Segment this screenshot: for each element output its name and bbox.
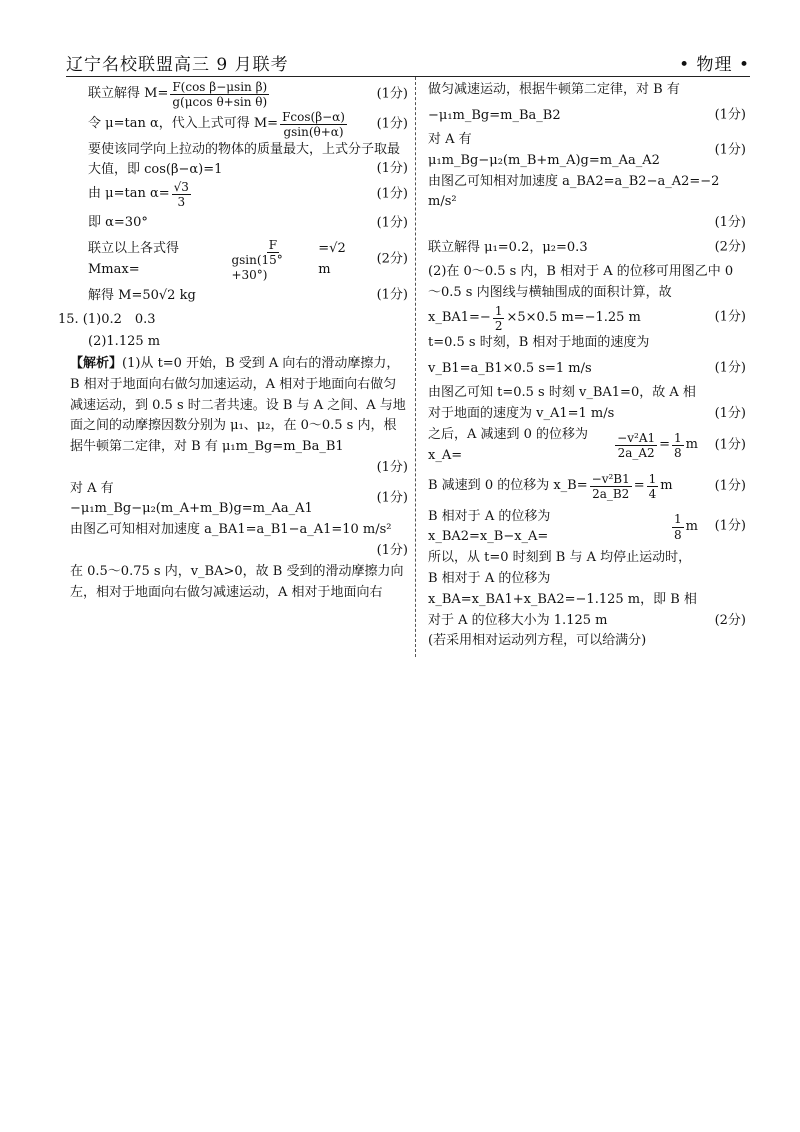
right-line-8: t=0.5 s 时刻，B 相对于地面的速度为 [428, 335, 650, 351]
analysis-para-1 [70, 354, 408, 458]
numerator: 1 [494, 303, 503, 318]
column-divider [415, 77, 416, 657]
denominator: 4 [648, 487, 657, 502]
score: (1分) [714, 215, 746, 231]
score: (1分) [714, 437, 746, 453]
right-line-1: 做匀减速运动，根据牛顿第二定律，对 B 有 [428, 82, 680, 97]
score: (1分) [376, 186, 408, 202]
eq-text: −μ₁m_Bg=m_Ba_B2 [428, 107, 561, 123]
fraction [229, 238, 316, 282]
score: (1分) [376, 116, 408, 132]
numerator: 1 [648, 471, 657, 486]
score: (1分) [714, 107, 746, 123]
eq-text: 令 μ=tan α，代入上式可得 M= [88, 116, 279, 132]
denominator: 2a_A2 [617, 446, 655, 461]
right-para-6: (2)在 0～0.5 s 内，B 相对于 A 的位移可用图乙中 0～0.5 s 内图线与横轴围成的面积计算，故 [428, 263, 734, 300]
right-para-10 [428, 383, 746, 425]
score: (1分) [714, 142, 746, 158]
right-note-15: (若采用相对运动列方程，可以给满分) [428, 633, 647, 649]
page-header [66, 40, 750, 77]
eq-text: 对 A 有 −μ₁m_Bg−μ₂(m_A+m_B)g=m_Aa_A1 [70, 480, 313, 517]
left-eq-1 [70, 80, 408, 110]
header-subject: • 物理 • [679, 55, 750, 75]
score: (2分) [376, 251, 408, 267]
left-eq-6 [70, 238, 408, 282]
numerator: Fcos(β−α) [282, 109, 345, 124]
numerator: F [268, 237, 278, 252]
para-text: 要使该同学向上拉动的物体的质量最大，上式分子取最大值，即 cos(β−α)=1 [88, 141, 401, 178]
score: (1分) [376, 287, 408, 303]
left-para-9 [70, 520, 408, 562]
eq-text: 解得 M=50√2 kg [88, 287, 196, 303]
right-para-4 [428, 172, 746, 234]
unit: m [660, 478, 673, 494]
numerator: F(cos β−μsin β) [172, 80, 268, 94]
score: (1分) [714, 360, 746, 376]
score: (1分) [714, 406, 746, 422]
para-text: 由图乙可知相对加速度 a_BA1=a_B1−a_A1=10 m/s² [70, 522, 392, 538]
fraction [672, 512, 684, 542]
right-eq-12 [428, 467, 746, 507]
score: (1分) [376, 491, 408, 507]
denominator: gsin(θ+α) [283, 125, 344, 140]
para-text: 所以，从 t=0 时刻到 B 与 A 均停止运动时，B 相对于 A 的位移为 x_BA=x_BA1+x_BA2=−1.125 m，即 B 相对于 A 的位移大小为 1.125 m [428, 550, 697, 628]
score: (1分) [376, 161, 408, 177]
eq-tail: =√2 m [318, 241, 346, 277]
eq-text: 由 μ=tan α= [88, 186, 170, 202]
denominator: 2a_B2 [592, 487, 630, 502]
right-eq-11 [428, 425, 746, 467]
fraction [647, 472, 659, 502]
q15-answer-2: (2)1.125 m [88, 333, 161, 349]
para-text: 由图乙可知 t=0.5 s 时刻 v_BA1=0，故 A 相对于地面的速度为 v_A1=1 m/s [428, 385, 696, 422]
header-exam-title: 辽宁名校联盟高三 9 月联考 [66, 55, 289, 75]
unit: m [685, 518, 698, 534]
denominator: gsin(15°+30°) [231, 253, 283, 282]
score: (2分) [714, 612, 746, 628]
denominator: 3 [177, 195, 186, 210]
denominator: 8 [674, 527, 682, 542]
score: (1分) [714, 310, 746, 326]
numerator: 1 [674, 430, 682, 445]
fraction [672, 431, 684, 461]
eq-text: x_BA1=− [428, 310, 491, 326]
fraction [493, 304, 505, 334]
right-eq-13 [428, 507, 746, 549]
left-eq-5 [70, 210, 408, 238]
left-eq-8 [70, 479, 408, 521]
left-column [58, 80, 408, 603]
score: (2分) [714, 239, 746, 255]
analysis-para-2: 在 0.5～0.75 s 内，v_BA>0，故 B 受到的滑动摩擦力向左，相对于地面向右做匀减速运动，A 相对于地面向右 [70, 563, 404, 600]
eq-text: 对 A 有 μ₁m_Bg−μ₂(m_B+m_A)g=m_Aa_A2 [428, 132, 660, 168]
right-column [428, 80, 746, 653]
eq-text: 联立以上各式得 Mmax= [88, 241, 180, 277]
fraction [280, 110, 347, 140]
score: (1分) [376, 86, 408, 102]
eq-tail: = [659, 437, 671, 453]
fraction [615, 431, 657, 461]
left-para-3 [70, 140, 408, 180]
right-eq-7 [428, 304, 746, 334]
numerator: 1 [674, 512, 682, 527]
numerator: −v²A1 [617, 430, 656, 445]
eq-tail: ×5×0.5 m=−1.25 m [506, 310, 641, 326]
fraction [172, 180, 191, 210]
score: (1分) [714, 478, 746, 494]
eq-text: 即 α=30° [88, 215, 148, 231]
left-eq-4 [70, 180, 408, 210]
unit: m [685, 437, 698, 453]
right-eq-2 [428, 102, 746, 130]
eq-text: B 相对于 A 的位移为 x_BA2=x_B−x_A= [428, 508, 551, 545]
analysis-label: 【解析】 [70, 355, 123, 371]
numerator: −v²B1 [591, 471, 630, 486]
left-eq-2 [70, 110, 408, 140]
eq-text: v_B1=a_B1×0.5 s=1 m/s [428, 360, 592, 376]
fraction [590, 472, 632, 502]
right-para-14 [428, 548, 746, 631]
eq-text: 联立解得 μ₁=0.2，μ₂=0.3 [428, 239, 588, 255]
eq-tail: = [633, 478, 645, 494]
score: (1分) [376, 543, 408, 559]
denominator: g(μcos θ+sin θ) [172, 95, 268, 110]
eq-text: B 减速到 0 的位移为 x_B= [428, 478, 588, 494]
score: (1分) [376, 459, 408, 475]
score: (1分) [714, 518, 746, 534]
para-text: 由图乙可知相对加速度 a_BA2=a_B2−a_A2=−2 m/s² [428, 173, 720, 210]
fraction [170, 80, 269, 110]
denominator: 2 [494, 318, 503, 333]
right-eq-9 [428, 355, 746, 383]
eq-text: 联立解得 M= [88, 86, 169, 102]
right-eq-3 [428, 130, 746, 172]
denominator: 8 [674, 446, 682, 461]
eq-text: 之后，A 减速到 0 的位移为 x_A= [428, 426, 589, 463]
score: (1分) [376, 215, 408, 231]
right-eq-5 [428, 234, 746, 262]
q15-answer-1: 15. (1)0.2 0.3 [58, 311, 156, 327]
left-eq-7 [70, 282, 408, 310]
para-text: (1)从 t=0 开始，B 受到 A 向右的滑动摩擦力，B 相对于地面向右做匀加速运动，A 相对于地面向右做匀减速运动，到 0.5 s 时二者共速。设 B 与 A 之间、A 与地面之间的动摩擦因数分别为 μ₁、μ₂，在 0～0.5 s 内，根据牛顿第二定律，对 B 有 μ₁m_Bg=m_Ba_B1 [70, 355, 406, 455]
numerator: √3 [173, 179, 189, 194]
